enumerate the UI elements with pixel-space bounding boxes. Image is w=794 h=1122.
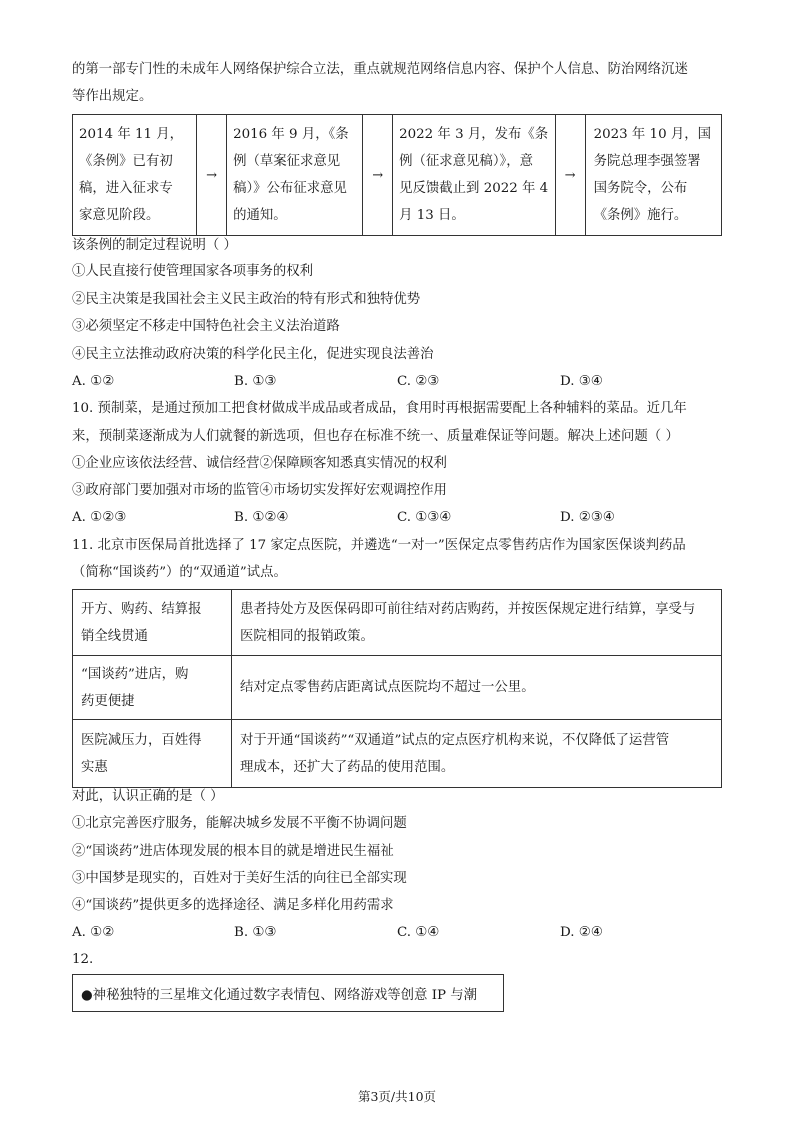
timeline-text: 的通知。	[233, 208, 287, 223]
timeline-arrow: →	[555, 115, 585, 236]
q11-right-text: 对于开通“国谈药”“双通道”试点的定点医疗机构来说，不仅降低了运营管	[240, 732, 670, 748]
q11-item-3: ③中国梦是现实的，百姓对于美好生活的向往已全部实现	[72, 871, 407, 886]
q10-option-c[interactable]: C. ①③④	[397, 510, 452, 525]
q11-right-text: 理成本，还扩大了药品的使用范围。	[240, 759, 455, 775]
q9-item-2: ②民主决策是我国社会主义民主政治的特有形式和独特优势	[72, 292, 421, 307]
timeline-cell-2022	[393, 115, 556, 236]
q9-option-b[interactable]: B. ①③	[234, 374, 277, 389]
timeline-cell-2023	[585, 115, 721, 236]
timeline-text: 稿，进入征求专	[79, 181, 173, 196]
q9-item-3: ③必须坚定不移走中国特色社会主义法治道路	[72, 319, 340, 334]
timeline-text: 见反馈截止到 2022 年 4	[399, 181, 549, 196]
timeline-text: 月 13 日。	[399, 208, 465, 223]
q9-item-4: ④民主立法推动政府决策的科学化民主化，促进实现良法善治	[72, 347, 434, 362]
timeline-text: 务院总理李强签署	[593, 154, 701, 169]
q11-table-right-cell	[232, 720, 722, 788]
q11-left-text: 开方、购药、结算报	[81, 601, 202, 617]
intro-line-1: 的第一部专门性的未成年人网络保护综合立法，重点就规范网络信息内容、保护个人信息、防治网络沉迷	[72, 62, 688, 77]
timeline-arrow: →	[197, 115, 227, 236]
q11-table-left-cell	[73, 590, 232, 656]
timeline-text: 国务院令，公布	[593, 181, 688, 196]
q11-left-text: 销全线贯通	[81, 628, 148, 644]
q11-table-right-cell	[232, 590, 722, 656]
timeline-text: 例（草案征求意见	[233, 154, 341, 169]
timeline-cell-2014	[73, 115, 197, 236]
timeline-text: 例（征求意见稿）》，意	[399, 154, 533, 169]
timeline-text: 《条例》施行。	[593, 208, 688, 223]
q10-item-1: ①企业应该依法经营、诚信经营②保障顾客知悉真实情况的权利	[72, 456, 447, 471]
timeline-text: 稿）》公布征求意见	[233, 181, 347, 196]
q11-left-text: “国谈药”进店，购	[81, 666, 189, 682]
q9-option-a[interactable]: A. ①②	[72, 374, 115, 389]
q9-option-c[interactable]: C. ②③	[397, 374, 440, 389]
q10-line-1: 10. 预制菜，是通过预加工把食材做成半成品或者成品，食用时再根据需要配上各种辅料的菜品。近几年	[72, 401, 687, 416]
q10-option-b[interactable]: B. ①②④	[234, 510, 289, 525]
timeline-arrow: →	[363, 115, 393, 236]
timeline-cell-2016	[227, 115, 363, 236]
q10-line-2: 来，预制菜逐渐成为人们就餐的新选项，但也存在标准不统一、质量难保证等问题。解决上述问题（ ）	[72, 429, 679, 444]
timeline-text: 《条例》已有初	[79, 154, 173, 169]
q11-option-a[interactable]: A. ①②	[72, 925, 115, 940]
page-number: 第3页/共10页	[357, 1089, 437, 1104]
q11-right-text: 医院相同的报销政策。	[240, 628, 374, 644]
q11-item-4: ④“国谈药”提供更多的选择途径、满足多样化用药需求	[72, 898, 394, 913]
q9-stem: 该条例的制定过程说明（ ）	[72, 238, 237, 253]
timeline-text: 2014 年 11 月，	[79, 127, 184, 142]
timeline-text: 2022 年 3 月，发布《条	[399, 127, 549, 142]
q11-item-2: ②“国谈药”进店体现发展的根本目的就是增进民生福祉	[72, 844, 394, 859]
q11-right-text: 结对定点零售药店距离试点医院均不超过一公里。	[240, 680, 535, 695]
q11-table-right-cell	[232, 656, 722, 720]
timeline-text: 2016 年 9 月，《条	[233, 127, 349, 142]
q9-timeline-table	[72, 114, 722, 236]
q11-left-text: 药更便捷	[81, 693, 135, 709]
q12-number: 12.	[72, 952, 94, 967]
q11-line-1: 11. 北京市医保局首批选择了 17 家定点医院，并遴选“一对一”医保定点零售药店作为国家医保谈判药品	[72, 538, 686, 553]
timeline-text: 家意见阶段。	[79, 208, 160, 223]
q11-line-2: （简称“国谈药”）的“双通道”试点。	[72, 565, 287, 580]
q12-box-text: ●神秘独特的三星堆文化通过数字表情包、网络游戏等创意 IP 与潮	[81, 988, 478, 1003]
intro-line-2: 等作出规定。	[72, 89, 153, 104]
q10-item-2: ③政府部门要加强对市场的监管④市场切实发挥好宏观调控作用	[72, 483, 447, 498]
q11-left-text: 医院减压力，百姓得	[81, 732, 202, 748]
q11-option-d[interactable]: D. ②④	[560, 925, 603, 940]
q10-option-d[interactable]: D. ②③④	[560, 510, 615, 525]
q11-stem: 对此，认识正确的是（ ）	[72, 789, 224, 804]
q10-option-a[interactable]: A. ①②③	[72, 510, 127, 525]
timeline-text: 2023 年 10 月，国	[593, 127, 712, 142]
q11-table	[72, 589, 722, 788]
q11-table-left-cell	[73, 656, 232, 720]
q9-item-1: ①人民直接行使管理国家各项事务的权利	[72, 264, 314, 279]
q11-left-text: 实惠	[81, 759, 108, 775]
q11-item-1: ①北京完善医疗服务，能解决城乡发展不平衡不协调问题	[72, 816, 407, 831]
q11-right-text: 患者持处方及医保码即可前往结对药店购药，并按医保规定进行结算，享受与	[240, 601, 696, 617]
q11-option-c[interactable]: C. ①④	[397, 925, 440, 940]
q9-option-d[interactable]: D. ③④	[560, 374, 603, 389]
q11-option-b[interactable]: B. ①③	[234, 925, 277, 940]
q11-table-left-cell	[73, 720, 232, 788]
q12-material-box	[72, 974, 504, 1012]
